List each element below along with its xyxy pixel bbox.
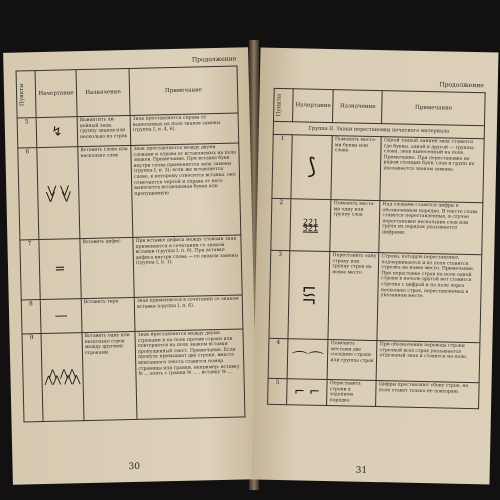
col-header-note: Примечание	[129, 66, 238, 115]
right-page	[252, 48, 499, 485]
proof-mark: ⌐ ⌐	[287, 379, 328, 406]
table-row	[272, 134, 484, 202]
row-number: 8	[21, 300, 41, 334]
proof-mark: ↯	[36, 117, 78, 148]
row-number: 5	[268, 378, 288, 404]
proof-mark: 221 321	[290, 199, 331, 252]
col-header-purpose: Назначение	[76, 68, 130, 116]
left-page-number: 30	[128, 461, 141, 473]
row-note: Строка, которую переставляют, подчеркивается и из поля ставится стрелка на новое место. Примечание. При переставке строк на поле одной строки в начале другой нет ставится стрелка с цифрой и на поле через несколько строк, переставляемых в указанном месте.	[377, 253, 481, 343]
row-purpose: Вставить одну или несколько строк между другими строками	[82, 331, 137, 420]
col-header-note: Примечание	[382, 91, 485, 126]
table-row	[268, 338, 480, 382]
table-row	[21, 295, 243, 334]
table-row	[22, 329, 245, 422]
proof-mark: —	[40, 299, 82, 334]
row-number: 6	[18, 148, 39, 240]
row-note: При вставке дефиса между словами знак применяется в сочетании со знаком вставки (группа I, п. 6). При вставке дефиса внутри слова — со знаком замены (группа I, п. 1).	[133, 235, 242, 297]
proof-mark: ⟆	[291, 135, 333, 200]
row-note: Знак проставляется между двумя строками и на поле против строки или повторяется на поле знаком вставки пропущенный текст. Примечание. Если пропуск превышает две строки, вместо вписанного текста ставится номер страницы или гранки, например: вставку № ... взять с гранки № ... . вставку № ...	[135, 329, 245, 419]
row-number: 1	[272, 134, 292, 198]
row-purpose: Переставить одну строку или группу строк на новое место	[328, 252, 379, 341]
row-number: 9	[22, 334, 43, 422]
proof-mark: ⌒⌒	[287, 339, 328, 380]
right-page-number: 31	[355, 465, 368, 476]
table-row	[268, 378, 479, 408]
row-number: 7	[20, 240, 40, 300]
row-purpose: Вставить дефис	[80, 237, 134, 298]
col-header-purpose: Назначение	[333, 90, 383, 124]
row-note: Цифры проставляют сбоку строк, на поле ставят только не повторяю.	[376, 381, 479, 409]
row-number: 5	[17, 118, 37, 148]
row-purpose: Переставить строки в заданном порядке	[327, 380, 377, 407]
row-note: Знак проставляется справа от вынесенных на поле знаков замены (группа I, п. 4, 6).	[130, 113, 239, 145]
col-header-shape: Начертание	[35, 70, 77, 118]
row-note: При обозначении перевода строки стрелкой всех строк указывается отдельный знак и ставится на поле.	[377, 341, 480, 383]
col-header-items: Пункты	[18, 83, 26, 106]
row-number: 3	[269, 250, 290, 338]
table-row	[271, 198, 483, 254]
row-purpose: Поменять местами буквы или слова	[331, 136, 381, 201]
table-row	[269, 250, 482, 342]
proof-mark: ⋀ ⋀⋀ ⋀⋀ ⋀⋀	[41, 333, 84, 422]
row-number: 2	[271, 198, 291, 250]
row-note: Одной тонкой линией знак ставится где буквы, одной и другой — группы, слова, знак вынесенный на поле. Примечание. При перестановке не рядом стоящих букв, слов и групп их указывается знаком замены.	[380, 137, 484, 203]
left-table-header	[16, 66, 238, 118]
proof-mark: ⌐ ∽ ¬	[288, 251, 330, 340]
col-header-shape: Начертание	[293, 89, 334, 123]
right-table-header	[274, 88, 486, 125]
row-purpose: Вывинтить линейный знак, группу знаков или несколько из строк	[77, 115, 131, 146]
table-row	[18, 143, 241, 240]
proof-mark: ⋁ ⋁ ⋁ ⋁	[37, 147, 80, 240]
left-page	[3, 47, 258, 484]
table-row	[20, 235, 242, 300]
row-purpose: Поменять местами одну или группу слов	[330, 200, 380, 253]
right-running-head: Продолжение	[439, 81, 484, 90]
row-purpose: Поменять местами две соседние строки или группы строк	[328, 340, 378, 381]
right-table	[267, 88, 486, 409]
row-purpose: Вставить слово или несколько слов	[78, 145, 133, 238]
col-header-items: Пункты	[276, 93, 283, 117]
row-note: Над словами ставятся цифры в обозначенном порядке. В тексте слова ставятся переставленные, в случае перестановки нескольких слов или групп их порядок указывается цифрами.	[379, 201, 483, 255]
row-note: Знак применяется в сочетании со знаком вставки (группа I, п. 6).	[134, 295, 243, 331]
left-running-head: Продолжение	[191, 55, 237, 64]
row-number: 4	[268, 338, 288, 378]
left-table	[16, 66, 246, 423]
row-purpose: Вставить тире	[81, 297, 135, 332]
row-note: Знак проставляется между двумя словами и справа от вставляемых на поле знаков. Примечание. При вставке букв внутри слова применяется знак замены (группа I, п. 3); если же вставляется слово, к которому относится вставка, оно отмечается чертой и справа от него выносится вставляемая буква или пропущенную	[131, 143, 241, 237]
proof-mark: =	[39, 239, 81, 300]
group-title: Группа II. Знаки перестановки печатного материала	[273, 121, 484, 138]
